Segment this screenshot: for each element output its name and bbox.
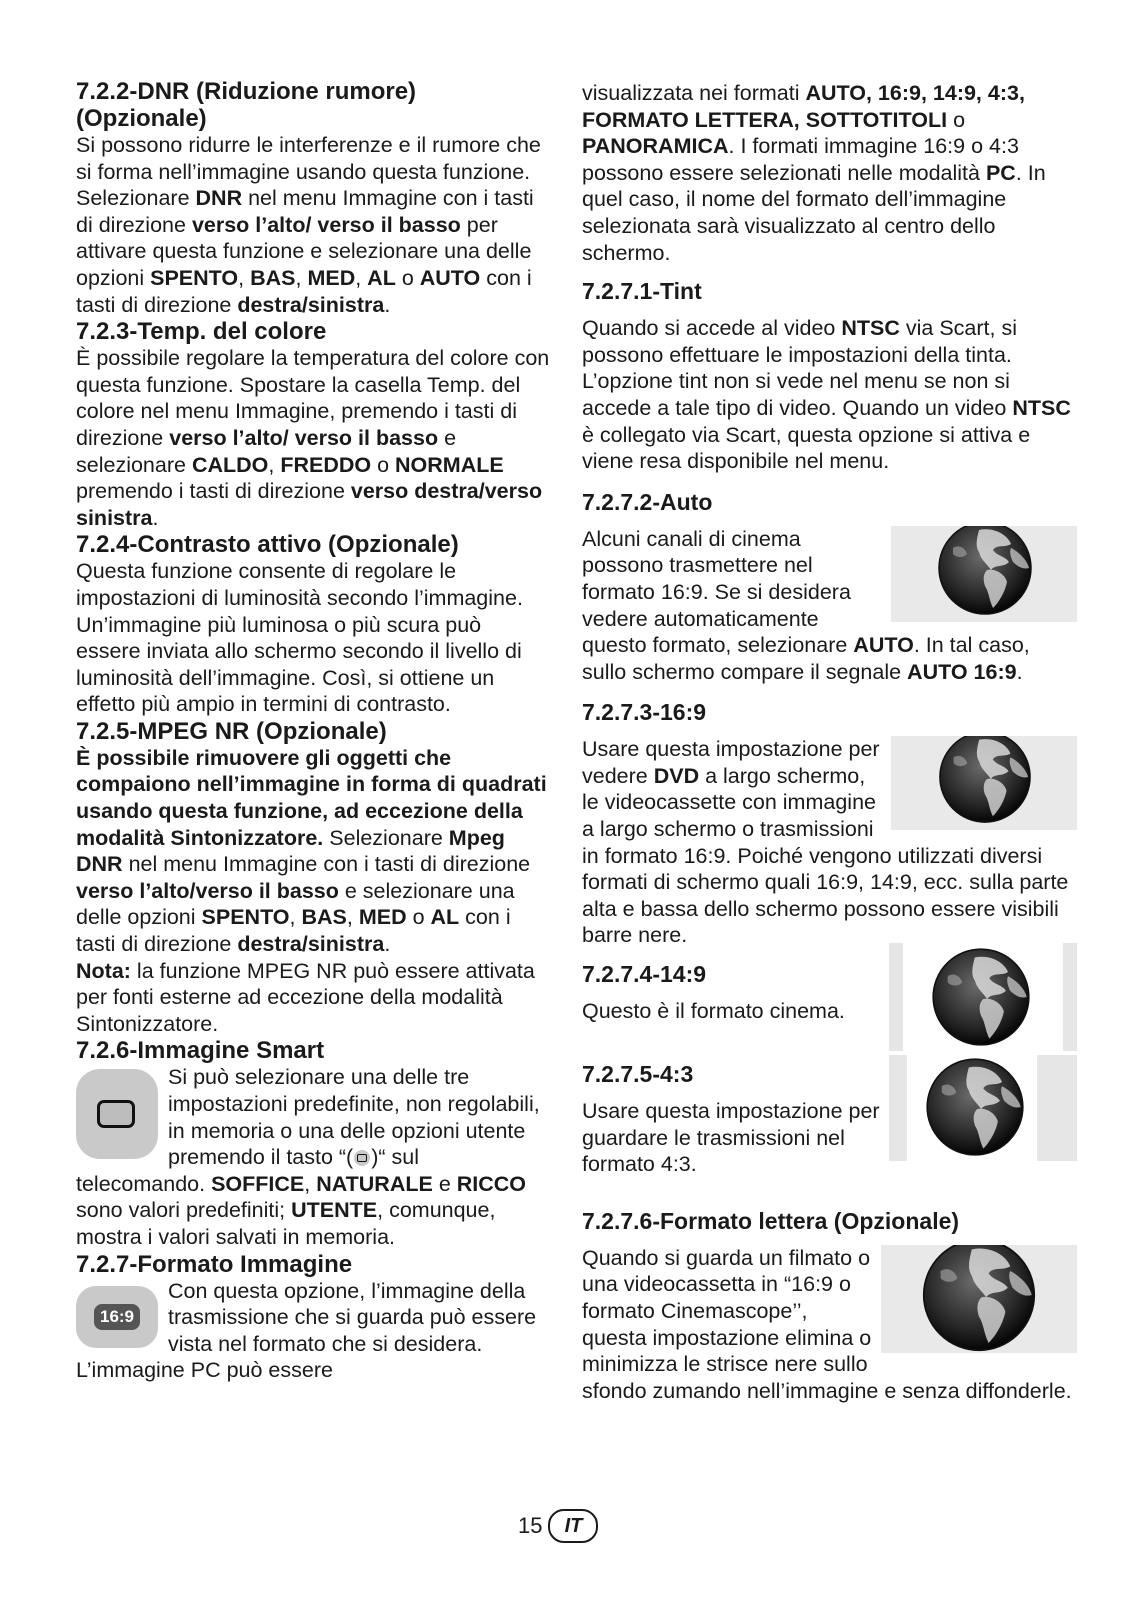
section-title-dnr: 7.2.2-DNR (Riduzione rumore) (Opzionale) xyxy=(76,78,417,132)
section-title-auto: 7.2.7.2-Auto xyxy=(582,488,713,515)
section-title-tint: 7.2.7.1-Tint xyxy=(582,278,702,305)
letter-block xyxy=(582,1245,1077,1405)
auto-block xyxy=(582,526,1077,686)
f149-paragraph: Questo è il formato cinema. xyxy=(582,999,845,1024)
section-title-letter: 7.2.7.6-Formato lettera (Opzionale) xyxy=(582,1207,960,1234)
left-column xyxy=(76,78,551,1384)
smart-block xyxy=(76,1064,551,1250)
globe-auto-image xyxy=(891,526,1077,622)
section-title-contrast: 7.2.4-Contrasto attivo (Opzionale) xyxy=(76,531,459,559)
section-title-mpeg: 7.2.5-MPEG NR (Opzionale) xyxy=(76,717,387,745)
globe-169-image xyxy=(891,736,1077,830)
f169-paragraph: Usare questa impostazione per vedere DVD a largo schermo, le videocassette con immagine a largo schermo o trasmissioni in formato 16:9. Poiché vengono utilizzati diversi formati di schermo quali 16:9, 14:9, ecc. sulla parte alta e bassa dello schermo possono essere visibili barre nere. xyxy=(582,737,1069,948)
f43-paragraph: Usare questa impostazione per guardare le trasmissioni nel formato 4:3. xyxy=(582,1099,880,1177)
remote-picture-mode-key-icon xyxy=(76,1069,158,1159)
formato-block xyxy=(76,1278,551,1384)
f149-block xyxy=(582,943,1077,1055)
globe-149-image xyxy=(889,943,1077,1051)
tint-paragraph: Quando si accede al video NTSC via Scart, si possono effettuare le impostazioni della tinta. L’opzione tint non si vede nel menu se non si accede a tale tipo di video. Quando un video NTSC è collegato via Scart, questa opzione si attiva e viene resa disponibile nel menu. xyxy=(582,316,1071,474)
dnr-paragraph: Si possono ridurre le interferenze e il rumore che si forma nell’immagine usando questa funzione. Selezionare DNR nel menu Immagine con i tasti di direzione verso l’alto/ verso il basso per attivare questa funzione e selezionare una delle opzioni SPENTO, BAS, MED, AL o AUTO con i tasti di direzione destra/sinistra. xyxy=(76,133,541,317)
letter-paragraph: Quando si guarda un filmato o una videocassetta in “16:9 o formato Cinemascope’’, questa impostazione elimina o minimizza le strisce nere sullo sfondo zumando nell’immagine e senza diffonderle. xyxy=(582,1245,1072,1403)
section-title-149: 7.2.7.4-14:9 xyxy=(582,961,707,988)
language-badge: IT xyxy=(548,1509,598,1543)
globe-43-image xyxy=(889,1055,1077,1161)
auto-paragraph: Alcuni canali di cinema possono trasmettere nel formato 16:9. Se si desidera vedere automaticamente questo formato, selezionare AUTO. In tal caso, sullo schermo compare il segnale AUTO 16:9. xyxy=(582,526,1030,684)
f43-block xyxy=(582,1055,1077,1178)
smart-paragraph: Si può selezionare una delle tre impostazioni predefinite, non regolabili, in memoria o una delle opzioni utente premendo il tasto “( )“ sul telecomando. SOFFICE, NATURALE e RICCO sono valori predefiniti; UTENTE, comunque, mostra i valori salvati in memoria. xyxy=(76,1065,540,1249)
mini-picture-key-icon xyxy=(354,1150,370,1166)
section-title-43: 7.2.7.5-4:3 xyxy=(582,1061,694,1088)
section-title-formato: 7.2.7-Formato Immagine xyxy=(76,1250,353,1278)
section-title-temp: 7.2.3-Temp. del colore xyxy=(76,318,327,346)
section-title-169: 7.2.7.3-16:9 xyxy=(582,699,707,726)
remote-aspect-key-icon: 16:9 xyxy=(76,1286,158,1348)
f169-block xyxy=(582,736,1077,949)
mpeg-paragraph: È possibile rimuovere gli oggetti che compaiono nell’immagine in forma di quadrati usando questa funzione, ad eccezione della modalità Sintonizzatore. Selezionare Mpeg DNR nel menu Immagine con i tasti di direzione verso l’alto/verso il basso e selezionare una delle opzioni SPENTO, BAS, MED o AL con i tasti di direzione destra/sinistra. Nota: la funzione MPEG NR può essere attivata per fonti esterne ad eccezione della modalità Sintonizzatore. xyxy=(76,745,547,1036)
right-column xyxy=(582,80,1077,1404)
temp-paragraph: È possibile regolare la temperatura del colore con questa funzione. Spostare la casella Temp. del colore nel menu Immagine, premendo i tasti di direzione verso l’alto/ verso il basso e selezionare CALDO, FREDDO o NORMALE premendo i tasti di direzione verso destra/verso sinistra. xyxy=(76,346,550,530)
globe-letterbox-image xyxy=(881,1245,1077,1353)
page-footer xyxy=(518,1509,598,1543)
section-title-smart: 7.2.6-Immagine Smart xyxy=(76,1037,325,1065)
contrast-paragraph: Questa funzione consente di regolare le impostazioni di luminosità secondo l’immagine. Un’immagine più luminosa o più scura può essere inviata allo schermo secondo il livello di luminosità dell’immagine. Così, si ottiene un effetto più ampio in termini di contrasto. xyxy=(76,559,523,717)
formato-continued-paragraph: visualizzata nei formati AUTO, 16:9, 14:9, 4:3, FORMATO LETTERA, SOTTOTITOLI o PANORAMICA. I formati immagine 16:9 o 4:3 possono essere selezionati nelle modalità PC. In quel caso, il nome del formato dell’immagine selezionata sarà visualizzato al centro dello schermo. xyxy=(582,81,1046,265)
formato-paragraph: Con questa opzione, l’immagine della trasmissione che si guarda può essere vista nel formato che si desidera. L’immagine PC può essere xyxy=(76,1278,537,1383)
page-number: 15 xyxy=(518,1513,543,1538)
